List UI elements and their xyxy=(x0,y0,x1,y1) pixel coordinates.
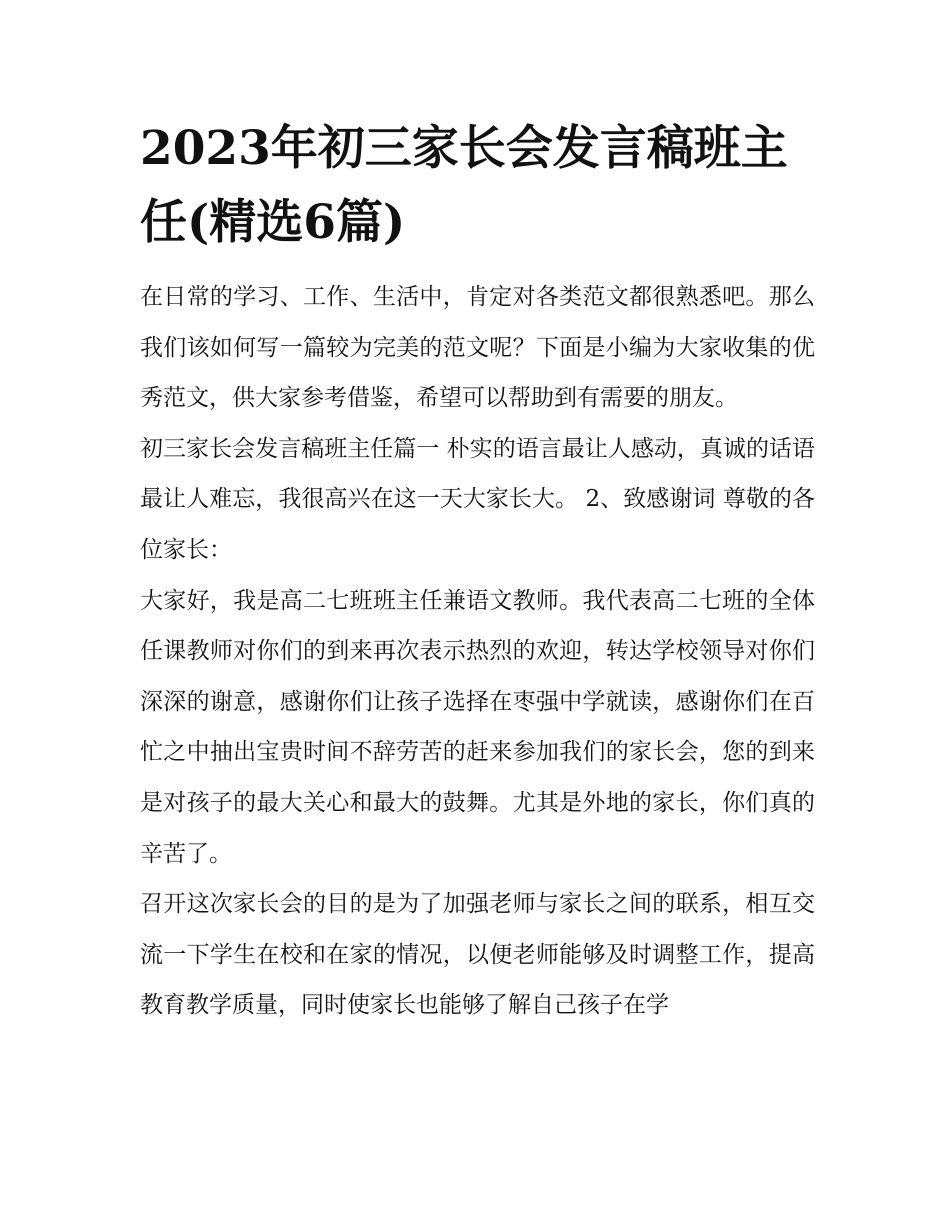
paragraph-article-one: 初三家长会发言稿班主任篇一 朴实的语言最让人感动，真诚的话语最让人难忘，我很高兴在这一天大家长大。 2、致感谢词 尊敬的各位家长： xyxy=(140,435,815,563)
document-body xyxy=(140,272,815,1031)
document-title: 2023年初三家长会发言稿班主任(精选6篇) xyxy=(140,121,788,250)
document-page xyxy=(140,112,815,1031)
paragraph-intro: 在日常的学习、工作、生活中，肯定对各类范文都很熟悉吧。那么我们该如何写一篇较为完美的范文呢？下面是小编为大家收集的优秀范文，供大家参考借鉴，希望可以帮助到有需要的朋友。 xyxy=(140,284,815,412)
paragraph-purpose: 召开这次家长会的目的是为了加强老师与家长之间的联系，相互交流一下学生在校和在家的情况，以便老师能够及时调整工作，提高教育教学质量，同时使家长也能够了解自己孩子在学 xyxy=(140,891,815,1019)
paragraph-greeting: 大家好，我是高二七班班主任兼语文教师。我代表高二七班的全体任课教师对你们的到来再次表示热烈的欢迎，转达学校领导对你们深深的谢意，感谢你们让孩子选择在枣强中学就读，感谢你们在百忙之中抽出宝贵时间不辞劳苦的赶来参加我们的家长会，您的到来是对孩子的最大关心和最大的鼓舞。尤其是外地的家长，你们真的辛苦了。 xyxy=(140,587,815,867)
